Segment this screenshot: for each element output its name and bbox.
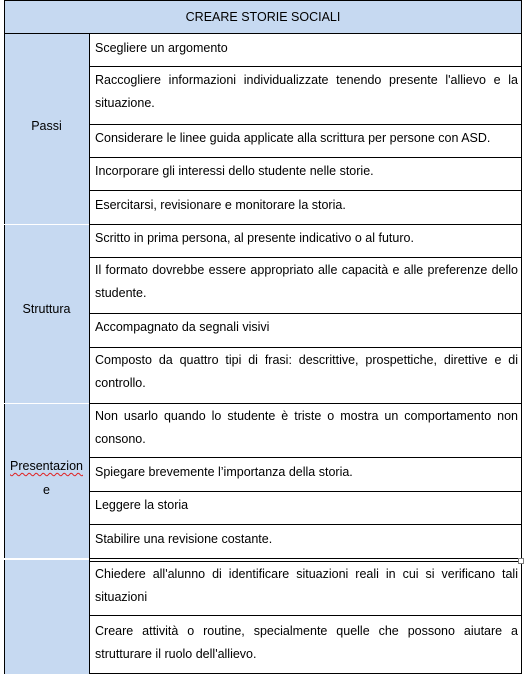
row-divider (89, 524, 522, 525)
presentation-item: Leggere la storia (95, 498, 189, 512)
section-label-struttura: Struttura (22, 302, 71, 316)
table-title: CREARE STORIE SOCIALI (4, 0, 522, 34)
presentation-item: Spiegare brevemente l’importanza della storia. (95, 465, 353, 479)
section-label-presentazione (4, 454, 89, 502)
presentation-item: Stabilire una revisione costante. (95, 532, 273, 546)
section-divider (89, 558, 522, 559)
row-divider (89, 313, 522, 314)
activity-item: Creare attività o routine, specialmente quelle che possono aiutare a strutturare il ruolo dell'allievo. (95, 624, 518, 661)
table-right-border (521, 34, 522, 674)
section-divider (89, 403, 522, 404)
section-divider (89, 561, 522, 562)
step-item: Incorporare gli interessi dello studente nelle storie. (95, 164, 374, 178)
row-divider (89, 124, 522, 125)
step-item: Considerare le linee guida applicate alla scrittura per persone con ASD. (95, 131, 491, 145)
column-divider (89, 34, 90, 674)
row-divider (89, 190, 522, 191)
structure-item: Composto da quattro tipi di frasi: descrittive, prospettiche, direttive e di controllo. (95, 353, 518, 390)
table-bottom-border (89, 673, 522, 674)
section-label-cell-extra (4, 560, 89, 674)
section-label-passi: Passi (31, 119, 62, 133)
activity-item: Chiedere all'alunno di identificare situazioni reali in cui si verificano tali situazioni (95, 567, 518, 604)
table-resize-handle[interactable] (518, 558, 524, 564)
row-divider (89, 66, 522, 67)
row-divider (89, 491, 522, 492)
step-item: Esercitarsi, revisionare e monitorare la storia. (95, 198, 346, 212)
presentation-item: Non usarlo quando lo studente è triste o mostra un comportamento non consono. (95, 409, 518, 446)
section-label-presentazione-line2: e (43, 483, 50, 497)
row-divider (89, 457, 522, 458)
structure-item: Scritto in prima persona, al presente indicativo o al futuro. (95, 231, 414, 245)
row-divider (89, 615, 522, 616)
structure-item: Accompagnato da segnali visivi (95, 320, 270, 334)
row-divider (89, 157, 522, 158)
step-item: Scegliere un argomento (95, 41, 228, 55)
section-divider (89, 224, 522, 225)
step-item: Raccogliere informazioni individualizzate tenendo presente l'allievo e la situazione. (95, 73, 518, 110)
structure-item: Il formato dovrebbe essere appropriato alle capacità e alle preferenze dello studente. (95, 263, 518, 300)
row-divider (89, 257, 522, 258)
section-label-presentazione-line1: Presentazion (10, 459, 83, 473)
row-divider (89, 347, 522, 348)
